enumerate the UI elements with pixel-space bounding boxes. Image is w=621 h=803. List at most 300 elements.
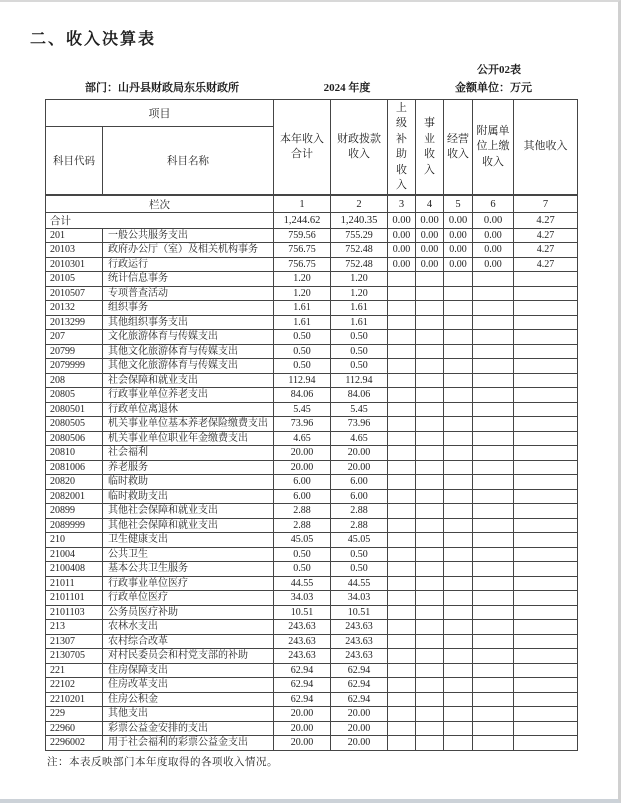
table-row <box>46 431 578 446</box>
value-cell <box>514 692 578 707</box>
value-cell <box>444 736 473 751</box>
value-cell: 243.63 <box>274 634 331 649</box>
subject-code-cell: 2101101 <box>46 591 103 606</box>
value-cell <box>514 533 578 548</box>
value-cell <box>388 591 416 606</box>
value-cell <box>388 547 416 562</box>
value-cell <box>444 330 473 345</box>
value-cell <box>416 330 444 345</box>
value-cell: 20.00 <box>274 707 331 722</box>
table-row <box>46 359 578 374</box>
table-row <box>46 228 578 243</box>
subject-name-cell: 临时救助支出 <box>103 489 274 504</box>
table-row <box>46 663 578 678</box>
column-number: 2 <box>331 195 388 212</box>
value-cell: 243.63 <box>331 649 388 664</box>
subject-code-cell: 2080505 <box>46 417 103 432</box>
table-row <box>46 678 578 693</box>
table-row <box>46 388 578 403</box>
value-cell: 0.00 <box>416 257 444 272</box>
value-cell: 2.88 <box>331 504 388 519</box>
value-cell: 0.00 <box>388 228 416 243</box>
subject-name-cell: 行政单位医疗 <box>103 591 274 606</box>
table-row <box>46 692 578 707</box>
value-cell <box>416 475 444 490</box>
subject-name-cell: 组织事务 <box>103 301 274 316</box>
value-cell <box>473 388 514 403</box>
subject-name-cell: 其他文化旅游体育与传媒支出 <box>103 359 274 374</box>
subject-name-cell: 彩票公益金安排的支出 <box>103 721 274 736</box>
subject-code-cell: 21011 <box>46 576 103 591</box>
subject-name-cell: 统计信息事务 <box>103 272 274 287</box>
value-cell <box>388 707 416 722</box>
value-cell: 34.03 <box>274 591 331 606</box>
value-cell <box>514 518 578 533</box>
value-cell <box>444 721 473 736</box>
value-cell <box>444 373 473 388</box>
value-cell <box>416 678 444 693</box>
header-col-fiscal-appropriation: 财政拨款收入 <box>331 100 388 196</box>
value-cell: 62.94 <box>274 692 331 707</box>
value-cell <box>473 373 514 388</box>
value-cell <box>388 330 416 345</box>
table-row <box>46 417 578 432</box>
value-cell <box>388 301 416 316</box>
value-cell <box>473 721 514 736</box>
subject-code-cell: 221 <box>46 663 103 678</box>
value-cell <box>444 286 473 301</box>
subject-name-cell: 住房公积金 <box>103 692 274 707</box>
subject-name-cell: 住房改革支出 <box>103 678 274 693</box>
subject-code-cell: 20799 <box>46 344 103 359</box>
value-cell <box>388 663 416 678</box>
header-col-business-income: 事业收入 <box>416 100 444 196</box>
subject-name-cell: 其他社会保障和就业支出 <box>103 504 274 519</box>
value-cell: 0.50 <box>331 359 388 374</box>
value-cell <box>514 721 578 736</box>
value-cell: 20.00 <box>331 446 388 461</box>
subject-code-cell: 2100408 <box>46 562 103 577</box>
value-cell <box>473 402 514 417</box>
value-cell <box>473 344 514 359</box>
value-cell <box>416 736 444 751</box>
subject-code-cell: 20105 <box>46 272 103 287</box>
subject-code-cell: 207 <box>46 330 103 345</box>
value-cell <box>416 721 444 736</box>
value-cell <box>514 272 578 287</box>
table-row <box>46 591 578 606</box>
value-cell: 20.00 <box>274 721 331 736</box>
value-cell <box>473 736 514 751</box>
value-cell <box>473 605 514 620</box>
subject-code-cell: 2013299 <box>46 315 103 330</box>
value-cell: 4.65 <box>331 431 388 446</box>
value-cell: 0.00 <box>444 243 473 258</box>
value-cell <box>473 489 514 504</box>
value-cell <box>416 286 444 301</box>
value-cell: 1.61 <box>274 301 331 316</box>
value-cell <box>514 301 578 316</box>
value-cell <box>473 286 514 301</box>
table-row <box>46 634 578 649</box>
table-row <box>46 315 578 330</box>
value-cell <box>444 446 473 461</box>
value-cell <box>416 489 444 504</box>
column-number: 4 <box>416 195 444 212</box>
value-cell: 1.61 <box>331 315 388 330</box>
value-cell <box>388 678 416 693</box>
table-row <box>46 243 578 258</box>
value-cell: 0.00 <box>388 243 416 258</box>
total-row <box>46 212 578 228</box>
table-meta-row <box>85 79 532 95</box>
value-cell <box>473 518 514 533</box>
table-row <box>46 286 578 301</box>
value-cell <box>388 605 416 620</box>
value-cell: 45.05 <box>331 533 388 548</box>
value-cell <box>444 678 473 693</box>
subject-code-cell: 2296002 <box>46 736 103 751</box>
subject-name-cell: 社会保障和就业支出 <box>103 373 274 388</box>
value-cell: 243.63 <box>331 634 388 649</box>
subject-code-cell: 2130705 <box>46 649 103 664</box>
value-cell <box>444 591 473 606</box>
subject-code-cell: 20810 <box>46 446 103 461</box>
value-cell: 20.00 <box>274 446 331 461</box>
header-column-index-row <box>46 195 578 212</box>
value-cell: 62.94 <box>331 663 388 678</box>
value-cell <box>388 620 416 635</box>
value-cell: 0.50 <box>274 359 331 374</box>
value-cell: 10.51 <box>331 605 388 620</box>
value-cell <box>473 576 514 591</box>
subject-name-cell: 专项普查活动 <box>103 286 274 301</box>
value-cell <box>416 402 444 417</box>
value-cell <box>444 605 473 620</box>
value-cell <box>416 359 444 374</box>
subject-name-cell: 文化旅游体育与传媒支出 <box>103 330 274 345</box>
value-cell: 0.00 <box>473 257 514 272</box>
value-cell <box>416 431 444 446</box>
value-cell: 0.00 <box>473 243 514 258</box>
value-cell: 20.00 <box>331 460 388 475</box>
value-cell: 20.00 <box>274 736 331 751</box>
subject-name-cell: 临时救助 <box>103 475 274 490</box>
value-cell: 0.50 <box>331 330 388 345</box>
value-cell <box>473 446 514 461</box>
value-cell <box>514 591 578 606</box>
header-col-other-income: 其他收入 <box>514 100 578 196</box>
value-cell <box>444 359 473 374</box>
value-cell <box>444 620 473 635</box>
value-cell: 20.00 <box>331 707 388 722</box>
value-cell <box>416 620 444 635</box>
table-row <box>46 344 578 359</box>
value-cell: 10.51 <box>274 605 331 620</box>
table-row <box>46 504 578 519</box>
value-cell <box>514 460 578 475</box>
value-cell <box>388 460 416 475</box>
value-cell <box>416 562 444 577</box>
value-cell: 1.20 <box>331 272 388 287</box>
subject-name-cell: 农村综合改革 <box>103 634 274 649</box>
value-cell: 44.55 <box>331 576 388 591</box>
value-cell <box>444 402 473 417</box>
value-cell: 73.96 <box>274 417 331 432</box>
value-cell: 756.75 <box>274 243 331 258</box>
value-cell: 112.94 <box>274 373 331 388</box>
table-row <box>46 605 578 620</box>
value-cell <box>416 460 444 475</box>
value-cell <box>473 620 514 635</box>
value-cell <box>388 562 416 577</box>
value-cell: 6.00 <box>274 489 331 504</box>
value-cell <box>388 417 416 432</box>
subject-name-cell: 农林水支出 <box>103 620 274 635</box>
value-cell <box>444 533 473 548</box>
subject-code-cell: 2079999 <box>46 359 103 374</box>
value-cell <box>388 533 416 548</box>
value-cell <box>514 431 578 446</box>
total-value: 0.00 <box>444 212 473 228</box>
subject-name-cell: 对村民委员会和村党支部的补助 <box>103 649 274 664</box>
value-cell: 44.55 <box>274 576 331 591</box>
value-cell: 0.00 <box>416 228 444 243</box>
value-cell: 4.27 <box>514 243 578 258</box>
value-cell <box>416 605 444 620</box>
value-cell <box>416 315 444 330</box>
subject-code-cell: 229 <box>46 707 103 722</box>
column-number: 7 <box>514 195 578 212</box>
subject-name-cell: 卫生健康支出 <box>103 533 274 548</box>
value-cell <box>444 272 473 287</box>
value-cell <box>388 446 416 461</box>
value-cell <box>514 446 578 461</box>
value-cell <box>388 736 416 751</box>
subject-name-cell: 行政事业单位养老支出 <box>103 388 274 403</box>
value-cell <box>473 301 514 316</box>
header-subject-code: 科目代码 <box>46 126 103 195</box>
value-cell: 243.63 <box>274 649 331 664</box>
value-cell <box>388 344 416 359</box>
subject-code-cell: 20820 <box>46 475 103 490</box>
subject-code-cell: 2082001 <box>46 489 103 504</box>
subject-name-cell: 一般公共服务支出 <box>103 228 274 243</box>
value-cell <box>388 388 416 403</box>
value-cell <box>514 489 578 504</box>
value-cell <box>416 272 444 287</box>
subject-code-cell: 201 <box>46 228 103 243</box>
value-cell <box>444 547 473 562</box>
value-cell <box>444 518 473 533</box>
value-cell <box>388 518 416 533</box>
value-cell <box>444 692 473 707</box>
value-cell: 2.88 <box>274 504 331 519</box>
value-cell: 2.88 <box>274 518 331 533</box>
value-cell: 84.06 <box>331 388 388 403</box>
total-value: 1,244.62 <box>274 212 331 228</box>
value-cell <box>473 475 514 490</box>
value-cell <box>514 620 578 635</box>
value-cell <box>444 301 473 316</box>
value-cell: 755.29 <box>331 228 388 243</box>
value-cell <box>416 649 444 664</box>
value-cell <box>473 707 514 722</box>
table-row <box>46 562 578 577</box>
value-cell <box>514 344 578 359</box>
subject-code-cell: 2010507 <box>46 286 103 301</box>
value-cell <box>444 504 473 519</box>
value-cell: 62.94 <box>274 678 331 693</box>
subject-name-cell: 公务员医疗补助 <box>103 605 274 620</box>
subject-code-cell: 210 <box>46 533 103 548</box>
table-header <box>46 100 578 213</box>
value-cell <box>388 489 416 504</box>
value-cell <box>388 475 416 490</box>
value-cell: 1.20 <box>331 286 388 301</box>
value-cell <box>416 663 444 678</box>
value-cell <box>416 547 444 562</box>
value-cell: 0.00 <box>473 228 514 243</box>
value-cell <box>514 286 578 301</box>
subject-name-cell: 公共卫生 <box>103 547 274 562</box>
header-project: 项目 <box>46 100 274 127</box>
table-row <box>46 547 578 562</box>
value-cell <box>514 547 578 562</box>
table-row <box>46 446 578 461</box>
value-cell: 112.94 <box>331 373 388 388</box>
table-row <box>46 620 578 635</box>
year-label: 2024 年度 <box>323 82 371 94</box>
value-cell: 1.61 <box>331 301 388 316</box>
value-cell <box>416 417 444 432</box>
value-cell: 0.50 <box>331 562 388 577</box>
value-cell <box>416 373 444 388</box>
value-cell <box>473 431 514 446</box>
header-subject-name: 科目名称 <box>103 126 274 195</box>
value-cell <box>473 272 514 287</box>
value-cell <box>444 344 473 359</box>
value-cell <box>388 315 416 330</box>
total-label: 合计 <box>46 212 274 228</box>
subject-name-cell: 其他支出 <box>103 707 274 722</box>
column-number: 6 <box>473 195 514 212</box>
value-cell <box>388 692 416 707</box>
value-cell: 5.45 <box>331 402 388 417</box>
subject-name-cell: 其他文化旅游体育与传媒支出 <box>103 344 274 359</box>
subject-name-cell: 行政单位离退休 <box>103 402 274 417</box>
value-cell: 62.94 <box>331 692 388 707</box>
department-label: 部门：山丹县财政局东乐财政所 <box>85 82 239 94</box>
value-cell <box>473 663 514 678</box>
subject-code-cell: 2080501 <box>46 402 103 417</box>
subject-code-cell: 2210201 <box>46 692 103 707</box>
value-cell <box>416 692 444 707</box>
value-cell <box>473 533 514 548</box>
value-cell <box>514 736 578 751</box>
value-cell: 759.56 <box>274 228 331 243</box>
value-cell <box>416 634 444 649</box>
value-cell: 243.63 <box>331 620 388 635</box>
subject-code-cell: 2081006 <box>46 460 103 475</box>
header-col-operating-income: 经营收入 <box>444 100 473 196</box>
value-cell <box>388 649 416 664</box>
value-cell <box>388 402 416 417</box>
value-cell <box>444 475 473 490</box>
value-cell <box>388 721 416 736</box>
subject-name-cell: 养老服务 <box>103 460 274 475</box>
value-cell <box>444 576 473 591</box>
value-cell: 752.48 <box>331 257 388 272</box>
value-cell <box>514 504 578 519</box>
value-cell <box>473 634 514 649</box>
value-cell <box>514 576 578 591</box>
value-cell: 6.00 <box>331 489 388 504</box>
value-cell <box>473 504 514 519</box>
value-cell <box>388 431 416 446</box>
value-cell <box>444 315 473 330</box>
value-cell <box>444 460 473 475</box>
value-cell <box>388 634 416 649</box>
value-cell <box>388 373 416 388</box>
subject-name-cell: 其他组织事务支出 <box>103 315 274 330</box>
lanci-label: 栏次 <box>46 195 274 212</box>
value-cell <box>444 663 473 678</box>
value-cell: 34.03 <box>331 591 388 606</box>
income-final-accounts-table <box>45 99 578 751</box>
subject-code-cell: 2089999 <box>46 518 103 533</box>
subject-name-cell: 基本公共卫生服务 <box>103 562 274 577</box>
subject-code-cell: 22102 <box>46 678 103 693</box>
subject-code-cell: 20899 <box>46 504 103 519</box>
value-cell <box>416 344 444 359</box>
value-cell <box>473 678 514 693</box>
value-cell: 0.50 <box>274 547 331 562</box>
value-cell <box>514 562 578 577</box>
value-cell <box>514 475 578 490</box>
value-cell <box>444 431 473 446</box>
value-cell: 2.88 <box>331 518 388 533</box>
total-value: 0.00 <box>473 212 514 228</box>
subject-name-cell: 住房保障支出 <box>103 663 274 678</box>
value-cell: 243.63 <box>274 620 331 635</box>
value-cell <box>444 489 473 504</box>
value-cell <box>473 330 514 345</box>
table-row <box>46 736 578 751</box>
header-col-superior-subsidy: 上级补助收入 <box>388 100 416 196</box>
value-cell <box>514 649 578 664</box>
subject-code-cell: 22960 <box>46 721 103 736</box>
value-cell: 1.61 <box>274 315 331 330</box>
total-value: 0.00 <box>388 212 416 228</box>
value-cell <box>473 417 514 432</box>
value-cell <box>444 417 473 432</box>
value-cell <box>416 533 444 548</box>
subject-name-cell: 行政运行 <box>103 257 274 272</box>
subject-name-cell: 机关事业单位职业年金缴费支出 <box>103 431 274 446</box>
column-number: 1 <box>274 195 331 212</box>
value-cell: 45.05 <box>274 533 331 548</box>
value-cell <box>514 417 578 432</box>
value-cell <box>514 330 578 345</box>
value-cell <box>416 388 444 403</box>
value-cell <box>444 562 473 577</box>
value-cell <box>416 576 444 591</box>
value-cell <box>416 504 444 519</box>
table-row <box>46 576 578 591</box>
value-cell <box>416 446 444 461</box>
value-cell <box>514 373 578 388</box>
